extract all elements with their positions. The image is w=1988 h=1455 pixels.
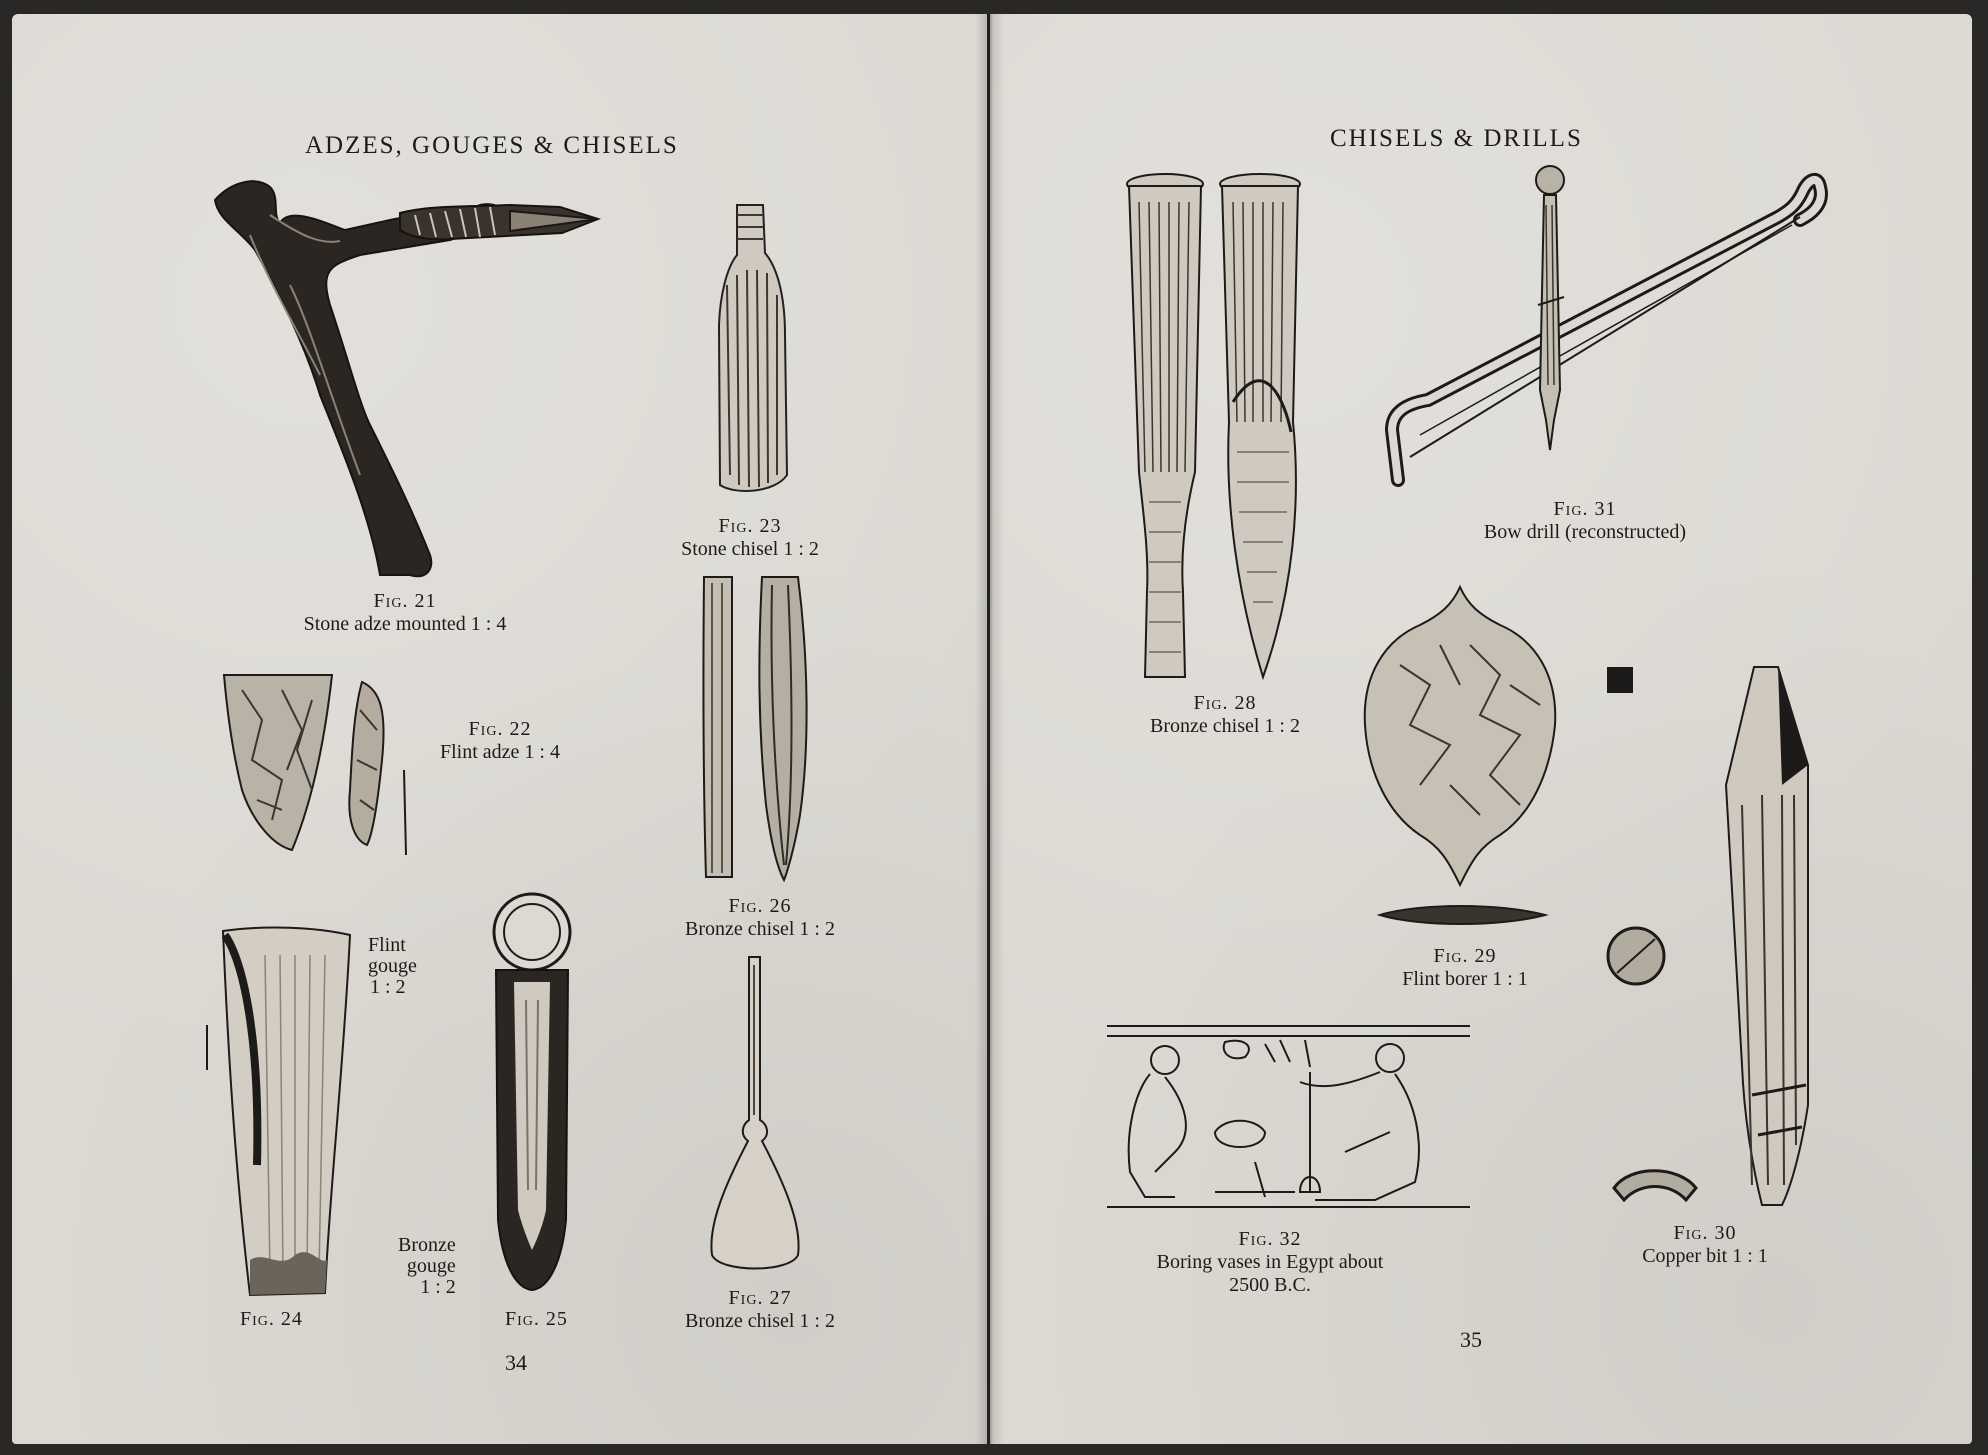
- fig28-caption: [1110, 692, 1340, 738]
- fig30-bit-round-section-illustration: [1605, 925, 1667, 987]
- fig24-gouge-label: [368, 935, 417, 998]
- fig25-label-line2: gouge: [406, 1255, 456, 1277]
- fig21-description: Stone adze mounted 1 : 4: [303, 613, 507, 635]
- fig32-caption: [1110, 1228, 1430, 1297]
- fig30-caption: [1590, 1222, 1820, 1268]
- fig22-description: Flint adze 1 : 4: [440, 741, 560, 763]
- fig32-egyptian-relief-illustration: [1105, 1022, 1475, 1212]
- fig26-bronze-chisel-illustration: [700, 575, 815, 885]
- fig26-label: Fig. 26: [728, 895, 792, 917]
- fig24-label-line1: Flint: [368, 934, 406, 956]
- fig30-copper-bit-illustration: [1722, 665, 1812, 1210]
- right-page-number: 35: [1460, 1327, 1482, 1352]
- fig31-label: Fig. 31: [1553, 498, 1617, 520]
- fig32-label: Fig. 32: [1238, 1228, 1302, 1250]
- fig28-bronze-chisel-illustration: [1125, 172, 1310, 682]
- fig24-label-line3: 1 : 2: [370, 976, 406, 998]
- fig24-flint-gouge-illustration: [215, 925, 355, 1300]
- fig27-bronze-chisel-illustration: [700, 955, 810, 1275]
- fig29-label: Fig. 29: [1433, 945, 1497, 967]
- fig31-caption: [1440, 498, 1730, 544]
- fig21-label: Fig. 21: [373, 590, 437, 612]
- fig26-description: Bronze chisel 1 : 2: [685, 918, 835, 940]
- fig25-label-line1: Bronze: [398, 1234, 456, 1256]
- fig31-bow-drill-illustration: [1380, 165, 1825, 495]
- book-gutter: [975, 14, 1005, 1444]
- fig26-caption: [645, 895, 875, 941]
- fig25-bronze-gouge-illustration: [488, 890, 578, 1295]
- right-page-heading: CHISELS & DRILLS: [1330, 125, 1583, 152]
- left-page-heading: ADZES, GOUGES & CHISELS: [305, 132, 679, 159]
- fig27-caption: [645, 1287, 875, 1333]
- fig30-bit-curved-section-illustration: [1610, 1160, 1700, 1205]
- fig25-label-line3: 1 : 2: [420, 1276, 456, 1298]
- fig30-label: Fig. 30: [1673, 1222, 1737, 1244]
- fig27-description: Bronze chisel 1 : 2: [685, 1310, 835, 1332]
- fig29-flint-borer-illustration: [1360, 585, 1560, 935]
- fig32-description-line1: Boring vases in Egypt about: [1156, 1251, 1384, 1273]
- fig23-label: Fig. 23: [718, 515, 782, 537]
- fig30-description: Copper bit 1 : 1: [1642, 1245, 1768, 1267]
- fig29-description: Flint borer 1 : 1: [1402, 968, 1528, 990]
- fig30-bit-square-section-illustration: [1605, 665, 1635, 695]
- fig25-gouge-label: [398, 1235, 456, 1298]
- fig22-caption: [400, 718, 600, 764]
- fig28-label: Fig. 28: [1193, 692, 1257, 714]
- fig28-description: Bronze chisel 1 : 2: [1150, 715, 1300, 737]
- fig22-flint-adze-illustration: [222, 670, 412, 860]
- fig21-stone-adze-illustration: [210, 175, 610, 585]
- fig25-label: Fig. 25: [505, 1308, 568, 1330]
- fig23-stone-chisel-illustration: [715, 205, 795, 500]
- fig27-label: Fig. 27: [728, 1287, 792, 1309]
- fig32-description-line2: 2500 B.C.: [1229, 1274, 1311, 1296]
- fig24-label: Fig. 24: [240, 1308, 303, 1330]
- fig31-description: Bow drill (reconstructed): [1483, 521, 1687, 543]
- fig21-caption: [240, 590, 570, 636]
- fig23-description: Stone chisel 1 : 2: [681, 538, 819, 560]
- fig23-caption: [635, 515, 865, 561]
- left-page-number: 34: [505, 1350, 527, 1375]
- fig24-label-line2: gouge: [368, 955, 417, 977]
- fig29-caption: [1350, 945, 1580, 991]
- fig22-label: Fig. 22: [468, 718, 532, 740]
